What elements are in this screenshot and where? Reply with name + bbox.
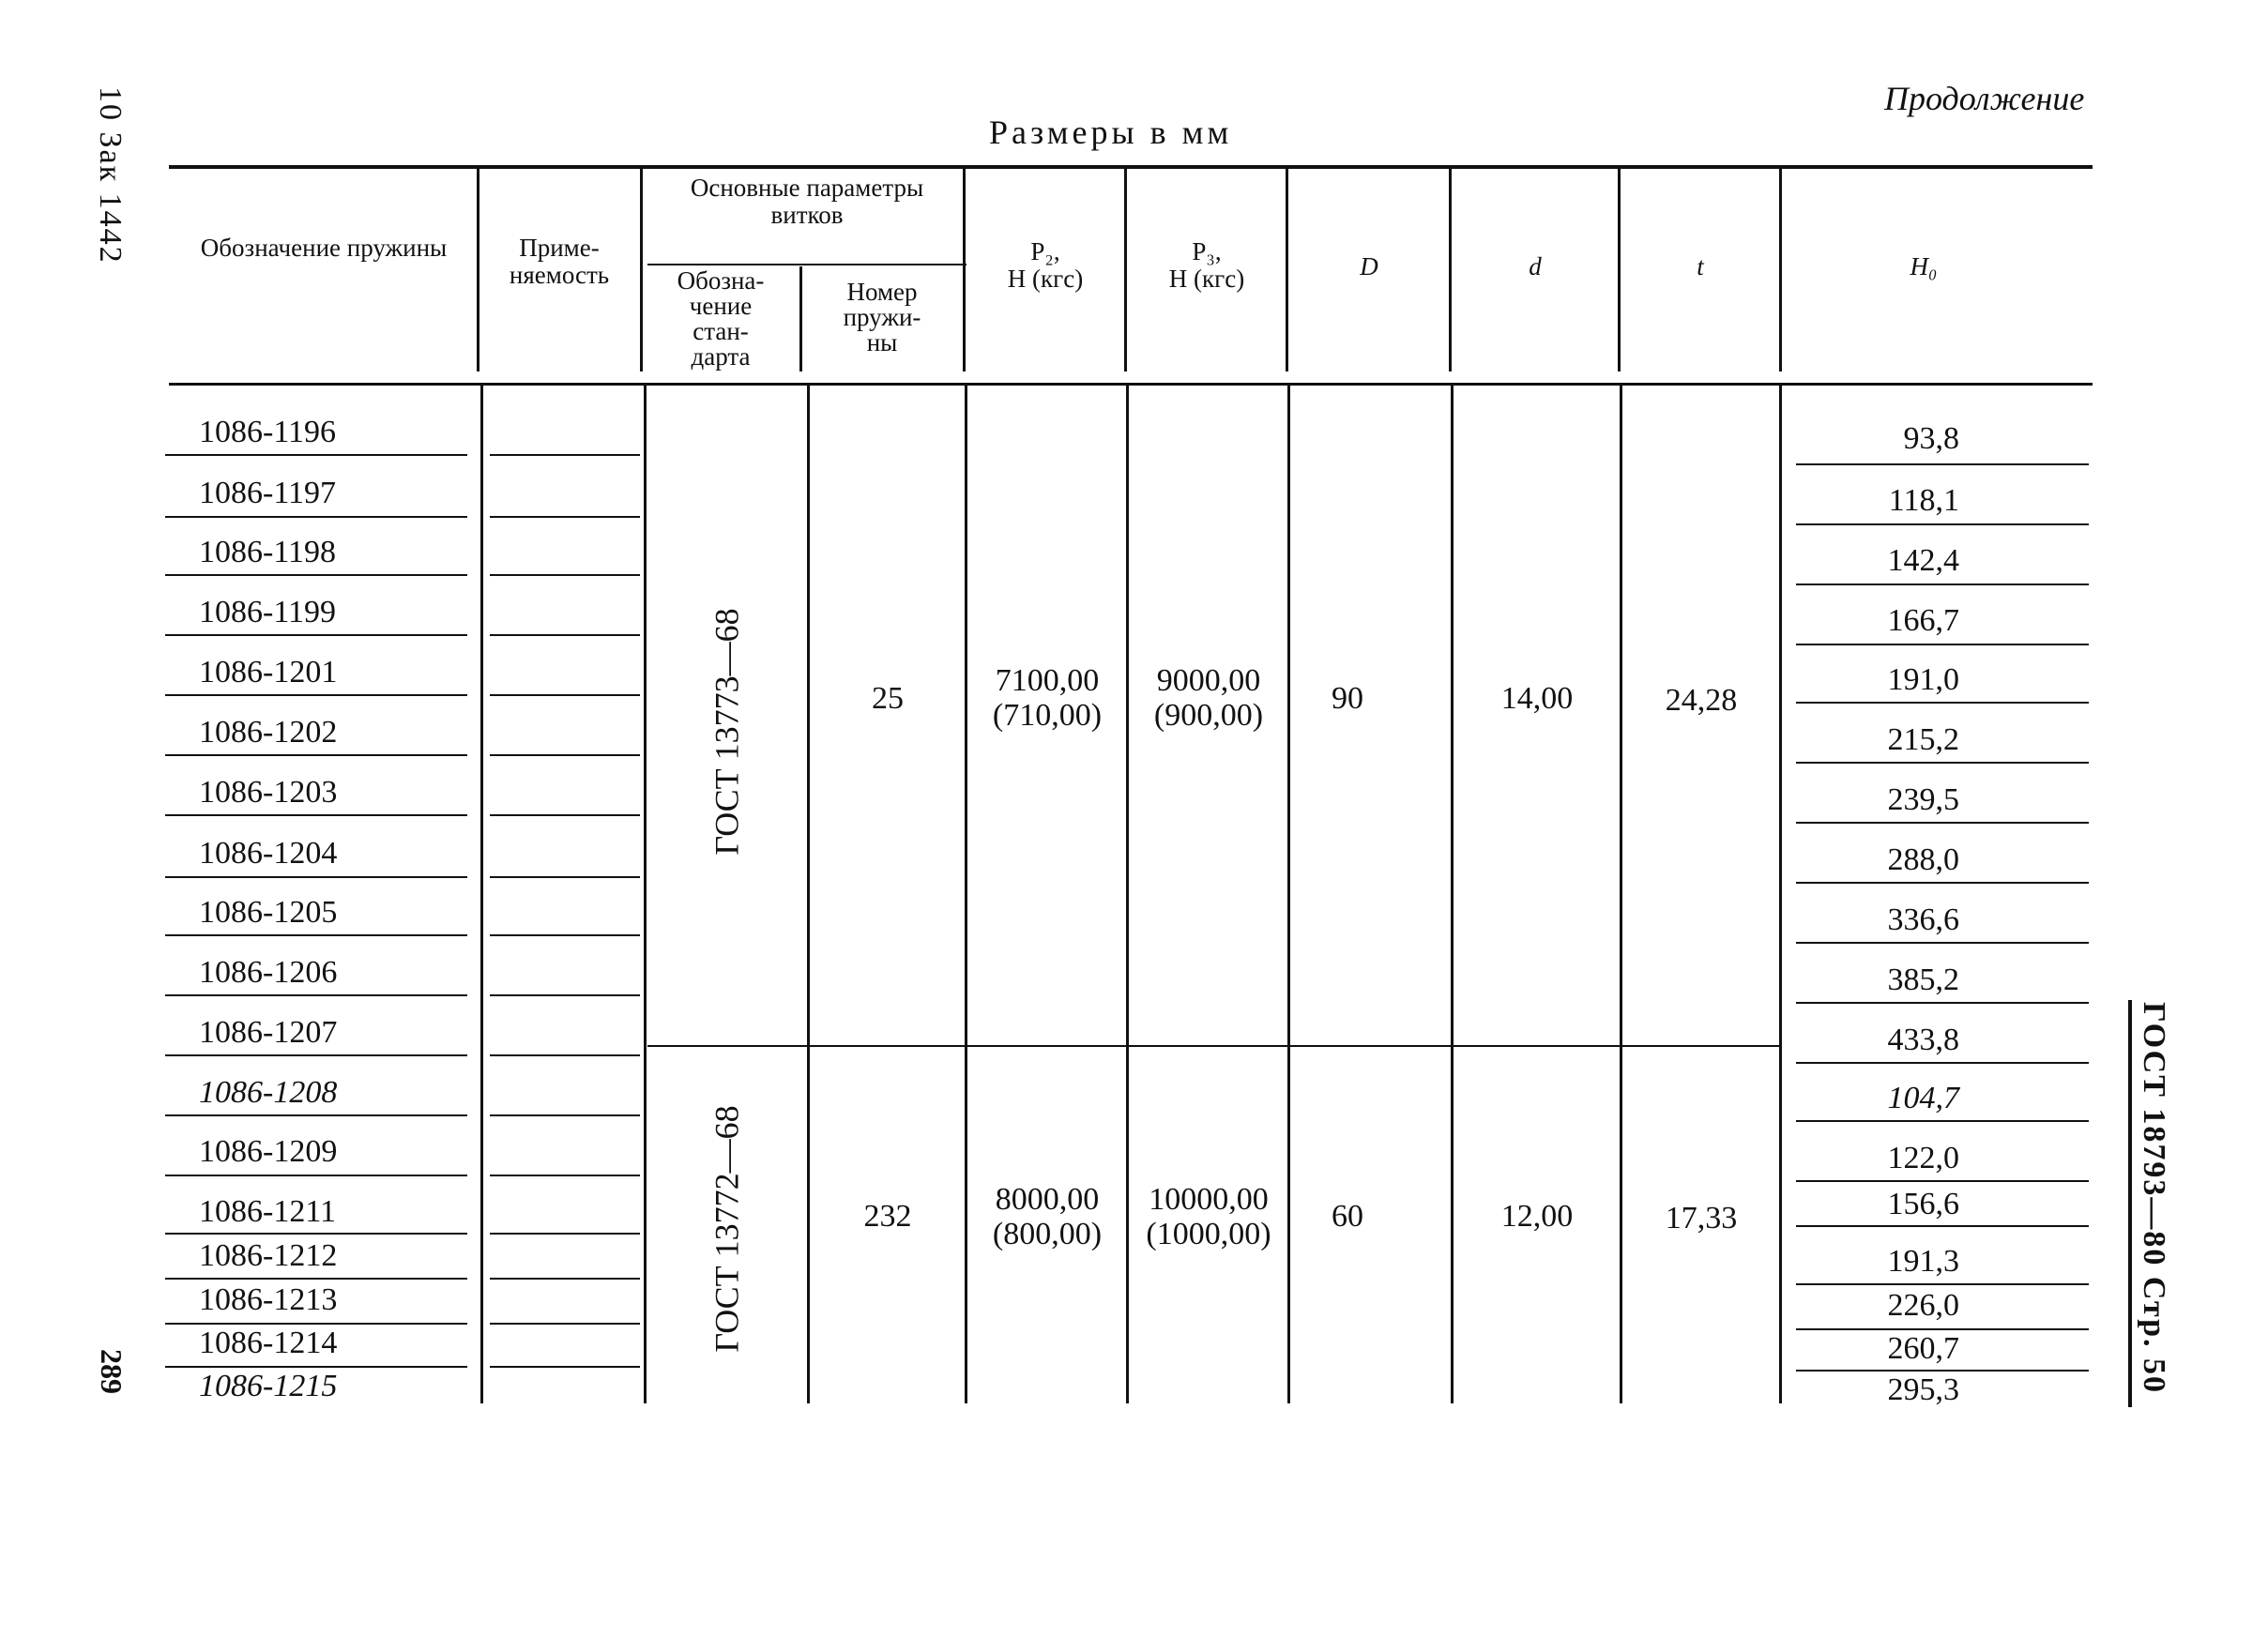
row-h0: 433,8 [1887,1023,1959,1057]
row-designation: 1086-1206 [199,955,338,990]
row-designation: 1086-1209 [199,1134,338,1169]
row-designation: 1086-1211 [199,1194,337,1229]
row-designation: 1086-1197 [199,476,337,510]
table-top-rule [169,165,2093,169]
row-h0: 191,0 [1887,662,1959,697]
header-D: D [1360,252,1378,280]
page-number: 289 [95,1349,129,1394]
order-number: 10 Зак 1442 [93,86,128,265]
row-h0: 93,8 [1903,421,1959,456]
row-h0: 104,7 [1887,1081,1959,1115]
row-h0: 166,7 [1887,603,1959,638]
row-h0: 336,6 [1887,902,1959,937]
row-designation: 1086-1213 [199,1282,338,1317]
row-designation: 1086-1199 [199,595,337,629]
row-h0: 226,0 [1887,1288,1959,1323]
row-designation: 1086-1208 [199,1075,338,1110]
group1-standard: ГОСТ 13773—68 [708,608,747,856]
group2-t: 17,33 [1665,1201,1738,1235]
row-designation: 1086-1214 [199,1326,338,1360]
row-h0: 215,2 [1887,722,1959,757]
group2-standard-cell [657,1060,798,1398]
group1-p2: 7100,00 (710,00) [992,663,1103,733]
header-p3: P₃, Н (кгс) [1168,237,1245,293]
header-H0: H₀ [1910,252,1938,280]
row-designation: 1086-1212 [199,1238,338,1273]
row-designation: 1086-1203 [199,775,338,810]
header-applicability: Приме- няемость [509,234,610,289]
row-designation: 1086-1204 [199,836,338,871]
group1-t: 24,28 [1665,683,1738,718]
header-spring-number: Номер пружи- ны [843,278,921,356]
header-d: d [1529,252,1542,280]
row-designation: 1086-1198 [199,535,337,569]
group2-D: 60 [1332,1199,1363,1234]
row-h0: 142,4 [1887,543,1959,578]
header-coil-params: Основные параметры витков [690,174,924,229]
row-designation: 1086-1205 [199,895,338,930]
group1-D: 90 [1332,681,1363,716]
row-designation: 1086-1201 [199,655,338,690]
group1-d: 14,00 [1500,681,1574,716]
row-h0: 239,5 [1887,782,1959,817]
gost-stamp: ГОСТ 18793—80 Стр. 50 [2137,1002,2171,1395]
group1-p3: 9000,00 (900,00) [1153,663,1264,733]
group2-standard: ГОСТ 13772—68 [708,1105,747,1353]
row-designation: 1086-1196 [199,415,337,449]
group1-standard-cell [657,422,798,1041]
row-designation: 1086-1202 [199,715,338,750]
header-t: t [1697,252,1704,280]
row-designation: 1086-1207 [199,1015,338,1050]
row-h0: 288,0 [1887,842,1959,877]
header-designation: Обозначение пружины [200,234,448,262]
group2-d: 12,00 [1500,1199,1574,1234]
row-h0: 122,0 [1887,1141,1959,1175]
row-h0: 191,3 [1887,1244,1959,1279]
group2-p3: 10000,00 (1000,00) [1146,1182,1271,1251]
row-h0: 295,3 [1887,1372,1959,1407]
row-h0: 260,7 [1887,1331,1959,1366]
row-designation: 1086-1215 [199,1369,338,1403]
continuation-label: Продолжение [1884,80,2085,117]
stamp-rule [2128,1000,2132,1407]
group1-spring-number: 25 [872,681,904,716]
group-header-rule [647,264,967,265]
header-bottom-rule [169,383,2093,386]
group2-p2: 8000,00 (800,00) [992,1182,1103,1251]
row-h0: 156,6 [1887,1187,1959,1221]
group-divider [647,1045,1779,1047]
group2-spring-number: 232 [863,1199,912,1234]
units-label: Размеры в мм [989,114,1233,151]
row-h0: 385,2 [1887,962,1959,997]
header-standard: Обозна- чение стан- дарта [677,266,765,371]
row-h0: 118,1 [1888,483,1959,518]
header-p2: P₂, Н (кгс) [1007,237,1084,293]
